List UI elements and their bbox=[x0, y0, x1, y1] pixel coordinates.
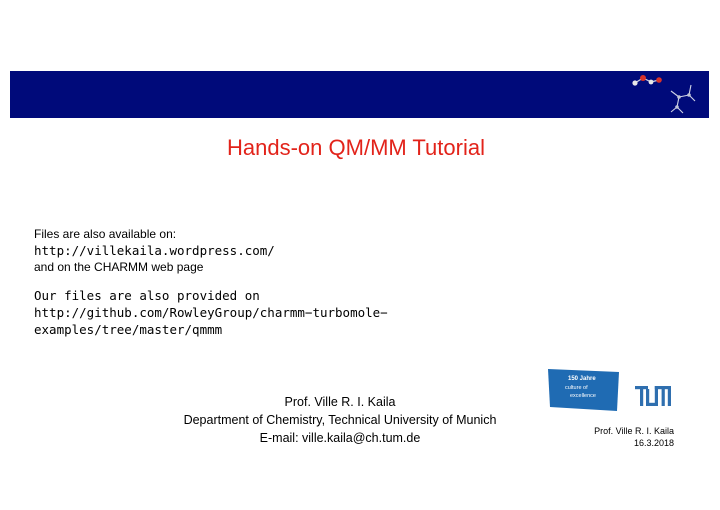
files-intro-text: Files are also available on: bbox=[34, 227, 177, 241]
badge-line1: 150 Jahre bbox=[568, 376, 596, 382]
author-department: Department of Chemistry, Technical University of Munich bbox=[183, 413, 497, 427]
files-info bbox=[34, 226, 275, 275]
github-url-line2[interactable]: examples/tree/master/qmmm bbox=[34, 322, 223, 337]
150-years-badge-logo bbox=[548, 369, 619, 411]
footer-author: Prof. Ville R. I. Kaila bbox=[594, 426, 674, 436]
files-url-link[interactable]: http://villekaila.wordpress.com/ bbox=[34, 243, 275, 258]
tum-logo bbox=[635, 386, 671, 406]
github-url-line1[interactable]: http://github.com/RowleyGroup/charmm−turbomole− bbox=[34, 305, 388, 320]
files-charmm-text: and on the CHARMM web page bbox=[34, 260, 204, 274]
badge-line2: culture of bbox=[565, 385, 588, 391]
molecule-icon bbox=[623, 71, 703, 118]
footer-info bbox=[594, 425, 674, 449]
author-info bbox=[150, 393, 530, 447]
provided-info bbox=[34, 287, 388, 338]
author-name: Prof. Ville R. I. Kaila bbox=[284, 395, 396, 409]
header-banner bbox=[10, 71, 709, 118]
provided-intro-text: Our files are also provided on bbox=[34, 288, 260, 303]
badge-line3: excellence bbox=[570, 393, 596, 399]
footer-date: 16.3.2018 bbox=[633, 438, 674, 448]
author-email: E-mail: ville.kaila@ch.tum.de bbox=[259, 431, 421, 445]
slide-title: Hands-on QM/MM Tutorial bbox=[227, 135, 485, 160]
